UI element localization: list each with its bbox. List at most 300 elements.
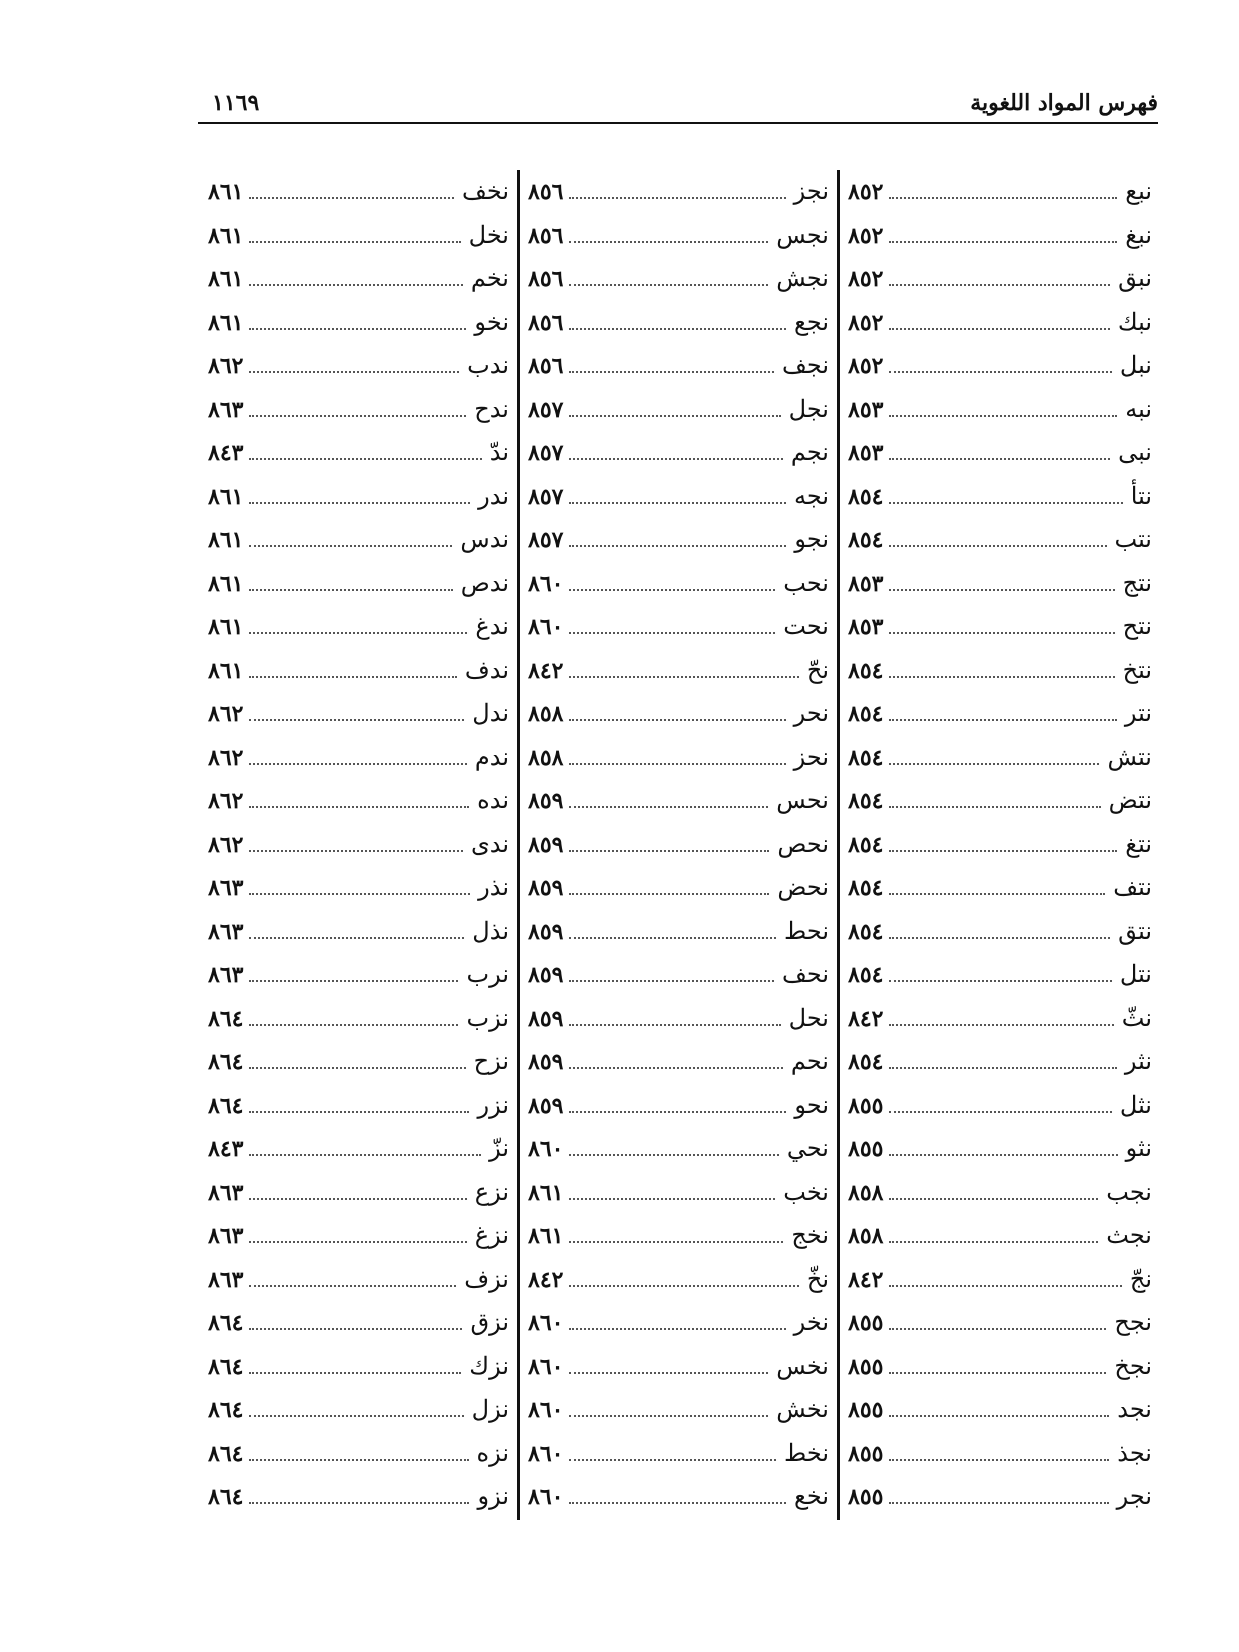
index-entry [208, 605, 509, 649]
index-entry [208, 1345, 509, 1389]
index-entry [528, 997, 829, 1041]
index-entry [208, 1040, 509, 1084]
index-entry [848, 257, 1152, 301]
index-entry [848, 1040, 1152, 1084]
entry-page-ref: ٨٦١ [208, 614, 244, 640]
entry-term: ندم [474, 742, 509, 771]
entry-term: نحض [777, 873, 829, 901]
entry-term: نبع [1125, 177, 1152, 205]
entry-page-ref: ٨٤٣ [208, 440, 244, 466]
index-entry [848, 692, 1152, 736]
entry-term: نخف [461, 177, 509, 205]
entry-page-ref: ٨٥٤ [848, 918, 884, 945]
index-entry [208, 1214, 509, 1258]
index-entry [528, 301, 829, 345]
entry-term: نده [477, 786, 509, 814]
entry-term: نجد [1117, 1395, 1152, 1423]
entry-term: نزع [474, 1177, 509, 1206]
dot-leader [569, 718, 785, 721]
dot-leader [569, 414, 780, 417]
entry-page-ref: ٨٦٣ [208, 1223, 244, 1249]
index-entry [528, 779, 829, 823]
dot-leader [889, 327, 1109, 330]
entry-term: نذر [478, 873, 509, 901]
entry-page-ref: ٨٦١ [528, 1223, 564, 1249]
entry-page-ref: ٨٦٢ [208, 353, 244, 379]
entry-term: ندل [472, 699, 509, 727]
entry-term: نخش [776, 1395, 829, 1423]
entry-term: نخر [793, 1308, 829, 1336]
entry-term: نتأ [1130, 481, 1152, 510]
dot-leader [569, 849, 769, 852]
dot-leader [889, 849, 1117, 852]
index-entry [528, 1084, 829, 1128]
entry-term: نتل [1119, 960, 1152, 988]
entry-term: ندص [460, 568, 509, 597]
entry-term: نجر [1116, 1482, 1152, 1510]
index-entry [528, 475, 829, 519]
entry-page-ref: ٨٥٦ [528, 353, 564, 379]
index-entry [848, 1171, 1152, 1215]
dot-leader [569, 240, 768, 243]
index-column-2 [520, 170, 840, 1520]
dot-leader [249, 1066, 465, 1069]
entry-term: نزر [477, 1090, 509, 1119]
entry-page-ref: ٨٥٢ [848, 222, 884, 249]
dot-leader [889, 196, 1117, 199]
dot-leader [249, 1327, 462, 1330]
index-entry [848, 1214, 1152, 1258]
index-entry [528, 562, 829, 606]
entry-page-ref: ٨٥٩ [528, 788, 564, 814]
entry-term: نزب [466, 1003, 509, 1032]
index-entry [208, 866, 509, 910]
index-entry [208, 649, 509, 693]
index-entry [848, 997, 1152, 1041]
running-title: فهرس المواد اللغوية [970, 90, 1158, 116]
dot-leader [889, 936, 1110, 939]
entry-page-ref: ٨٥٢ [848, 353, 884, 379]
entry-page-ref: ٨٦٣ [208, 1179, 244, 1206]
dot-leader [889, 675, 1114, 678]
dot-leader [249, 1458, 468, 1461]
entry-term: نزّ [489, 1134, 509, 1162]
dot-leader [889, 1240, 1098, 1243]
index-entry [528, 1432, 829, 1476]
dot-leader [249, 1023, 458, 1026]
entry-term: نحس [776, 786, 829, 814]
entry-page-ref: ٨٦٠ [528, 1397, 564, 1423]
dot-leader [889, 588, 1114, 591]
entry-term: نتب [1114, 525, 1152, 553]
index-entry [208, 170, 509, 214]
dot-leader [569, 762, 785, 765]
dot-leader [569, 1197, 775, 1200]
entry-page-ref: ٨٥٨ [848, 1179, 884, 1206]
index-columns [198, 170, 1160, 1520]
entry-page-ref: ٨٦١ [208, 222, 244, 249]
entry-term: نحز [793, 742, 829, 771]
entry-page-ref: ٨٥٥ [848, 1092, 884, 1119]
dot-leader [249, 1240, 466, 1243]
entry-term: نزح [473, 1047, 509, 1075]
index-entry [208, 1475, 509, 1519]
index-entry [528, 866, 829, 910]
index-entry [528, 649, 829, 693]
index-entry [208, 1388, 509, 1432]
index-entry [848, 1258, 1152, 1302]
index-entry [528, 1475, 829, 1519]
entry-page-ref: ٨٤٢ [528, 1266, 564, 1293]
entry-term: نتخ [1122, 655, 1152, 684]
dot-leader [889, 1066, 1116, 1069]
entry-term: نجّ [1129, 1264, 1152, 1293]
entry-page-ref: ٨٦١ [208, 309, 244, 336]
entry-term: ندس [460, 525, 509, 553]
entry-term: نحف [781, 960, 829, 988]
entry-page-ref: ٨٥٤ [848, 527, 884, 553]
index-entry [848, 431, 1152, 475]
dot-leader [569, 1153, 778, 1156]
index-entry [528, 823, 829, 867]
entry-term: ندّ [489, 438, 509, 466]
entry-page-ref: ٨٦٠ [528, 1136, 564, 1162]
index-entry [208, 1432, 509, 1476]
index-entry [848, 1475, 1152, 1519]
dot-leader [249, 849, 462, 852]
entry-page-ref: ٨٥٥ [848, 1440, 884, 1467]
entry-term: نحي [786, 1134, 829, 1162]
dot-leader [569, 501, 786, 504]
index-entry [208, 953, 509, 997]
entry-term: نبل [1119, 351, 1152, 379]
index-entry [528, 1258, 829, 1302]
index-entry [848, 170, 1152, 214]
entry-page-ref: ٨٦٤ [208, 1049, 244, 1075]
entry-page-ref: ٨٤٢ [848, 1266, 884, 1293]
entry-term: ندر [478, 481, 509, 510]
dot-leader [569, 283, 768, 286]
entry-page-ref: ٨٥٤ [848, 701, 884, 727]
entry-page-ref: ٨٦٢ [208, 701, 244, 727]
index-entry [208, 1084, 509, 1128]
dot-leader [889, 283, 1110, 286]
entry-term: نجب [1106, 1177, 1152, 1206]
dot-leader [249, 283, 462, 286]
dot-leader [889, 544, 1106, 547]
entry-term: نخّ [806, 1264, 829, 1293]
index-entry [208, 779, 509, 823]
index-entry [208, 562, 509, 606]
entry-page-ref: ٨٥٥ [848, 1136, 884, 1162]
dot-leader [889, 892, 1105, 895]
index-entry [848, 779, 1152, 823]
dot-leader [889, 718, 1116, 721]
entry-page-ref: ٨٦٤ [208, 1484, 244, 1510]
entry-page-ref: ٨٥٢ [848, 309, 884, 336]
entry-page-ref: ٨٦٣ [208, 396, 244, 423]
entry-page-ref: ٨٥٨ [848, 1223, 884, 1249]
entry-page-ref: ٨٦٣ [208, 918, 244, 945]
index-entry [528, 910, 829, 954]
dot-leader [569, 544, 786, 547]
dot-leader [569, 675, 798, 678]
entry-page-ref: ٨٦٤ [208, 1440, 244, 1467]
index-entry [208, 301, 509, 345]
index-entry [848, 518, 1152, 562]
dot-leader [889, 762, 1099, 765]
dot-leader [889, 1110, 1111, 1113]
entry-term: نذل [472, 916, 509, 945]
entry-term: ندغ [475, 612, 509, 640]
entry-page-ref: ٨٦٢ [208, 744, 244, 771]
index-entry [848, 953, 1152, 997]
dot-leader [569, 1458, 776, 1461]
index-entry [848, 475, 1152, 519]
entry-page-ref: ٨٦٠ [528, 1310, 564, 1336]
entry-term: نحت [783, 612, 829, 640]
entry-term: نبه [1125, 394, 1152, 423]
dot-leader [889, 414, 1117, 417]
dot-leader [569, 1327, 785, 1330]
dot-leader [249, 327, 466, 330]
entry-term: نجو [794, 525, 829, 553]
dot-leader [249, 1371, 461, 1374]
entry-page-ref: ٨٤٢ [528, 657, 564, 684]
entry-term: نحر [793, 699, 829, 727]
entry-term: نزو [477, 1482, 509, 1510]
index-entry [848, 605, 1152, 649]
entry-page-ref: ٨٥٤ [848, 744, 884, 771]
entry-term: نجف [781, 351, 829, 379]
index-entry [208, 1258, 509, 1302]
entry-page-ref: ٨٥٩ [528, 1005, 564, 1032]
dot-leader [249, 1153, 481, 1156]
entry-term: نجه [793, 481, 829, 510]
entry-page-ref: ٨٥٥ [848, 1397, 884, 1423]
dot-leader [249, 979, 458, 982]
dot-leader [249, 1197, 466, 1200]
entry-term: نخع [794, 1482, 829, 1510]
dot-leader [249, 805, 469, 808]
entry-term: ندح [474, 394, 509, 423]
entry-page-ref: ٨٥٤ [848, 483, 884, 510]
entry-term: ندى [470, 829, 509, 858]
entry-page-ref: ٨٥٩ [528, 875, 564, 901]
dot-leader [889, 457, 1110, 460]
entry-page-ref: ٨٦١ [528, 1179, 564, 1206]
index-entry [528, 1214, 829, 1258]
entry-page-ref: ٨٦٤ [208, 1397, 244, 1423]
index-entry [208, 344, 509, 388]
entry-page-ref: ٨٥٤ [848, 788, 884, 814]
index-entry [848, 823, 1152, 867]
entry-page-ref: ٨٦٢ [208, 831, 244, 858]
entry-page-ref: ٨٦١ [208, 266, 244, 292]
index-entry [208, 431, 509, 475]
entry-term: نثل [1119, 1090, 1152, 1119]
dot-leader [889, 979, 1111, 982]
dot-leader [889, 1284, 1121, 1287]
dot-leader [249, 631, 467, 634]
entry-page-ref: ٨٥٩ [528, 831, 564, 858]
dot-leader [249, 892, 470, 895]
entry-term: نجم [790, 438, 829, 466]
dot-leader [569, 1066, 782, 1069]
index-entry [208, 518, 509, 562]
index-entry [528, 1388, 829, 1432]
index-entry [848, 1084, 1152, 1128]
entry-page-ref: ٨٥٤ [848, 657, 884, 684]
entry-page-ref: ٨٥٩ [528, 962, 564, 988]
index-entry [848, 301, 1152, 345]
dot-leader [249, 457, 481, 460]
dot-leader [569, 805, 768, 808]
dot-leader [249, 196, 454, 199]
entry-term: نتض [1108, 786, 1152, 814]
entry-term: نزه [476, 1438, 509, 1467]
dot-leader [249, 1501, 469, 1504]
entry-term: نحّ [806, 655, 829, 684]
entry-term: نحب [783, 568, 829, 597]
entry-page-ref: ٨٦٤ [208, 1310, 244, 1336]
entry-term: ندف [464, 655, 509, 684]
entry-page-ref: ٨٥٦ [528, 309, 564, 336]
dot-leader [249, 1284, 456, 1287]
entry-term: نتف [1113, 873, 1152, 901]
index-entry [848, 1301, 1152, 1345]
entry-page-ref: ٨٦٤ [208, 1353, 244, 1380]
index-entry [208, 388, 509, 432]
entry-page-ref: ٨٦٠ [528, 570, 564, 597]
index-entry [528, 736, 829, 780]
index-column-1 [840, 170, 1160, 1520]
dot-leader [889, 1023, 1113, 1026]
dot-leader [249, 936, 464, 939]
entry-term: نثر [1124, 1047, 1152, 1075]
index-entry [528, 1040, 829, 1084]
dot-leader [249, 240, 460, 243]
entry-term: نتج [1122, 568, 1152, 597]
entry-page-ref: ٨٦١ [208, 527, 244, 553]
entry-page-ref: ٨٦٠ [528, 614, 564, 640]
dot-leader [889, 1327, 1106, 1330]
dot-leader [249, 762, 466, 765]
entry-page-ref: ٨٥٧ [528, 440, 564, 466]
index-entry [528, 431, 829, 475]
dot-leader [569, 631, 775, 634]
index-entry [208, 736, 509, 780]
dot-leader [249, 370, 459, 373]
dot-leader [889, 1501, 1108, 1504]
index-entry [528, 1301, 829, 1345]
entry-page-ref: ٨٥٤ [848, 1049, 884, 1075]
entry-term: نزل [471, 1395, 509, 1423]
entry-page-ref: ٨٦٣ [208, 875, 244, 901]
index-entry [528, 605, 829, 649]
entry-page-ref: ٨٥٢ [848, 179, 884, 205]
entry-term: نجذ [1117, 1438, 1152, 1467]
entry-page-ref: ٨٥٤ [848, 831, 884, 858]
entry-term: نثو [1125, 1134, 1152, 1162]
index-entry [848, 649, 1152, 693]
entry-page-ref: ٨٦٤ [208, 1092, 244, 1119]
entry-page-ref: ٨٥٦ [528, 266, 564, 292]
entry-term: نحط [784, 916, 829, 945]
index-entry [848, 1388, 1152, 1432]
entry-page-ref: ٨٦٤ [208, 1005, 244, 1032]
index-entry [208, 214, 509, 258]
entry-term: نزف [464, 1264, 509, 1293]
dot-leader [889, 1414, 1109, 1417]
entry-term: نجش [776, 264, 829, 292]
entry-term: نخم [470, 264, 509, 292]
index-entry [848, 736, 1152, 780]
index-entry [208, 910, 509, 954]
entry-page-ref: ٨٥٥ [848, 1484, 884, 1510]
dot-leader [569, 1110, 786, 1113]
index-entry [528, 1127, 829, 1171]
dot-leader [569, 327, 786, 330]
entry-page-ref: ٨٦٣ [208, 1266, 244, 1293]
entry-page-ref: ٨٥٣ [848, 440, 884, 466]
entry-term: نبى [1118, 438, 1152, 466]
index-entry [848, 562, 1152, 606]
index-entry [208, 997, 509, 1041]
index-entry [848, 214, 1152, 258]
dot-leader [569, 936, 776, 939]
index-entry [208, 692, 509, 736]
index-entry [208, 823, 509, 867]
dot-leader [569, 1501, 786, 1504]
entry-page-ref: ٨٥٦ [528, 179, 564, 205]
dot-leader [569, 196, 785, 199]
index-entry [528, 257, 829, 301]
entry-page-ref: ٨٥٣ [848, 614, 884, 640]
index-entry [528, 1345, 829, 1389]
entry-term: نزك [469, 1351, 509, 1380]
entry-term: نثّ [1121, 1003, 1152, 1032]
entry-term: نخس [776, 1351, 829, 1380]
entry-term: نتق [1118, 916, 1152, 945]
entry-page-ref: ٨٦١ [208, 657, 244, 684]
dot-leader [889, 1153, 1117, 1156]
dot-leader [249, 718, 464, 721]
dot-leader [569, 370, 774, 373]
dot-leader [249, 544, 452, 547]
entry-term: ندب [467, 351, 509, 379]
index-entry [528, 388, 829, 432]
entry-term: نتر [1124, 699, 1152, 727]
index-entry [528, 953, 829, 997]
index-entry [848, 344, 1152, 388]
entry-term: نبك [1117, 307, 1152, 336]
entry-page-ref: ٨٥٣ [848, 570, 884, 597]
entry-term: نجز [793, 177, 829, 205]
dot-leader [569, 979, 774, 982]
index-entry [528, 518, 829, 562]
entry-page-ref: ٨٦٣ [208, 962, 244, 988]
dot-leader [569, 457, 782, 460]
page-number: ١١٦٩ [212, 90, 260, 116]
index-entry [528, 170, 829, 214]
dot-leader [249, 501, 470, 504]
index-entry [208, 1127, 509, 1171]
entry-page-ref: ٨٥٧ [528, 483, 564, 510]
dot-leader [569, 1284, 798, 1287]
entry-term: نحم [790, 1047, 829, 1075]
dot-leader [569, 1414, 768, 1417]
